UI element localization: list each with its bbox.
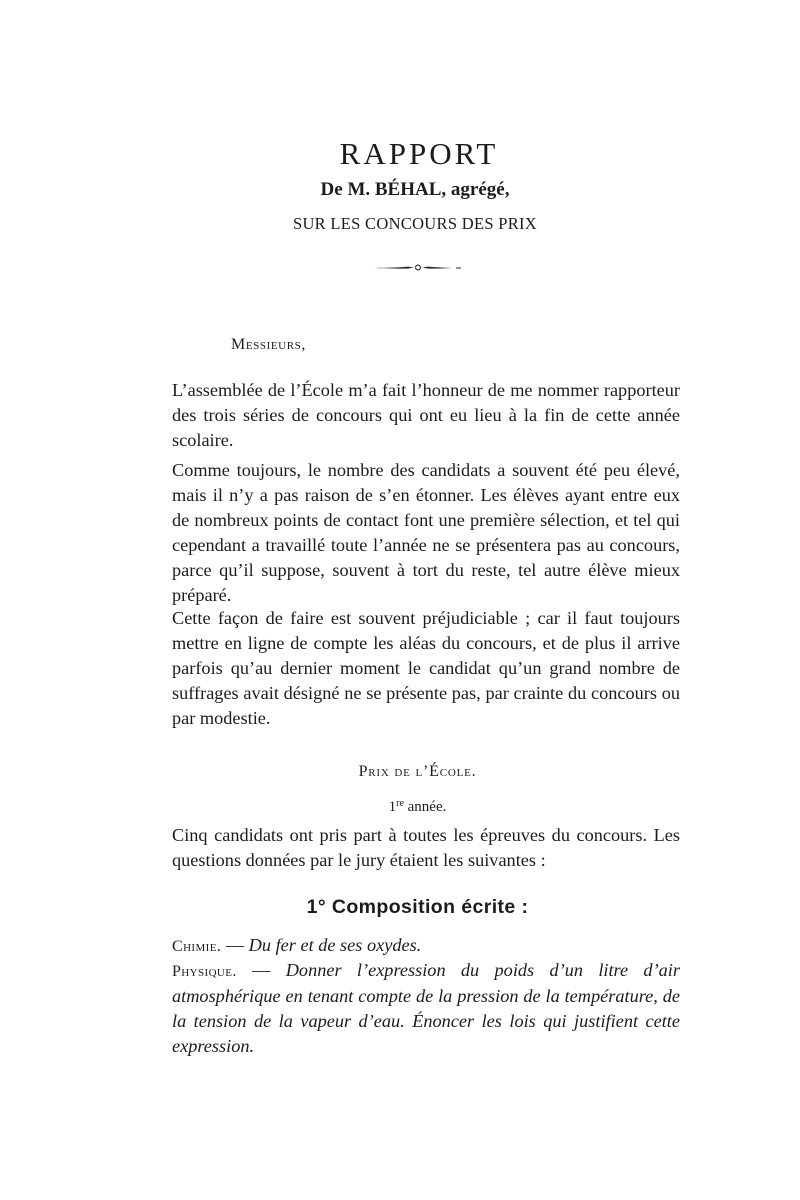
question-physique: [172, 958, 680, 1059]
paragraph-text: Comme toujours, le nombre des candidats a souvent été peu élevé, mais il n’y a pas raison de s’en étonner. Les élèves ayant entre eux de nombreux points de contact font une première sélection, et tel qui cependant a travaillé toute l’année ne se présentera pas au concours, parce qu’il suppose, souvent à tort du reste, tel autre élève mieux préparé.: [172, 460, 680, 606]
year-number: 1: [388, 799, 397, 815]
question-separator: —: [221, 935, 249, 955]
question-label: Chimie.: [172, 938, 222, 955]
question-label: Physique.: [172, 963, 237, 980]
paragraph-1: [172, 378, 680, 453]
ornament-divider-icon: [372, 261, 464, 273]
paragraph-text: L’assemblée de l’École m’a fait l’honneur de me nommer rapporteur des trois séries de concours qui ont eu lieu à la fin de cette année scolaire.: [172, 380, 680, 451]
year-suffix: re: [396, 798, 404, 809]
composition-heading: 1° Composition écrite :: [306, 896, 529, 918]
paragraph-text: Cinq candidats ont pris part à toutes les épreuves du concours. Les questions données par le jury étaient les suivantes :: [172, 825, 680, 871]
paragraph-3: [172, 606, 680, 731]
question-text: Donner l’expression du poids d’un litre d’air atmosphérique en tenant compte de la pression de la température, de la tension de la vapeur d’eau. Énoncer les lois qui justifient cette expression.: [172, 960, 680, 1057]
section-intro: [172, 823, 680, 873]
report-byline: De M. BÉHAL, agrégé,: [320, 179, 510, 200]
paragraph-text: Cette façon de faire est souvent préjudiciable ; car il faut toujours mettre en ligne de compte les aléas du concours, et de plus il arrive parfois qu’au dernier moment le candidat qu’un grand nombre de suffrages avait désigné ne se présente pas, par crainte du concours ou par modestie.: [172, 608, 680, 729]
salutation: Messieurs,: [231, 336, 306, 353]
report-title: RAPPORT: [339, 136, 499, 171]
year-label: [0, 794, 800, 817]
year-word: année.: [403, 799, 447, 815]
question-chimie: [172, 933, 680, 959]
question-separator: —: [236, 960, 286, 980]
section-heading: Prix de l’École.: [358, 763, 477, 780]
question-text: Du fer et de ses oxydes.: [248, 935, 422, 955]
paragraph-2: [172, 458, 680, 609]
report-subtitle: SUR LES CONCOURS DES PRIX: [292, 214, 538, 233]
